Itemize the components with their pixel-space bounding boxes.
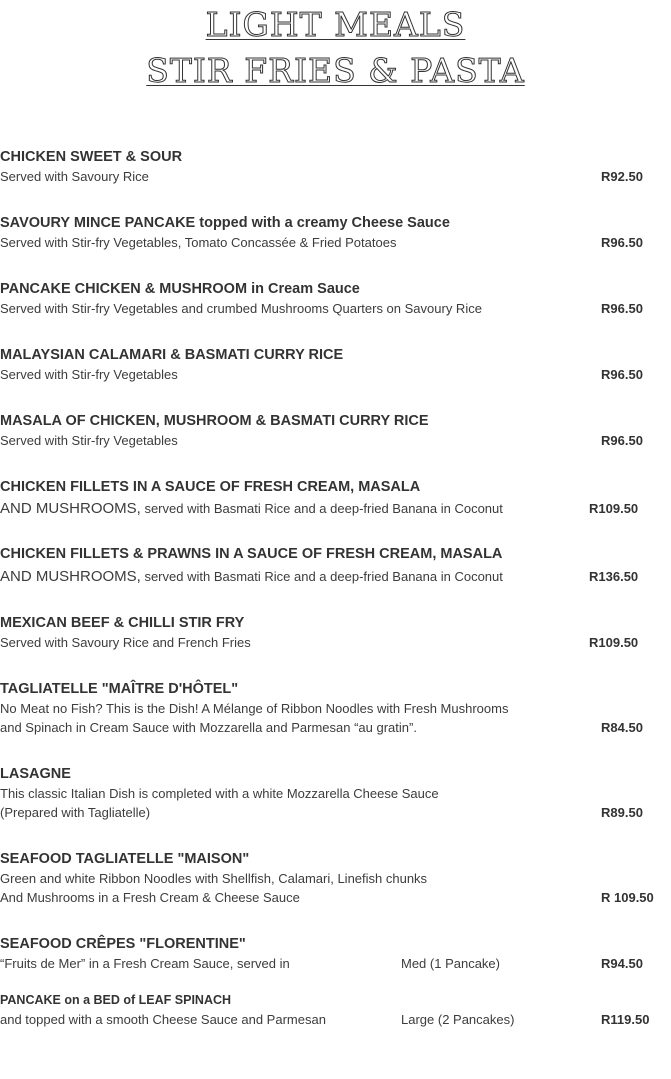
menu-item-name: MALAYSIAN CALAMARI & BASMATI CURRY RICE [0,347,344,363]
menu-item-description: No Meat no Fish? This is the Dish! A Mélange of Ribbon Noodles with Fresh Mushrooms [0,701,509,716]
menu-item-name: PANCAKE on a BED of LEAF SPINACH [0,993,232,1007]
menu-item-price: R 109.50 [601,890,654,905]
menu-item-name: CHICKEN FILLETS & PRAWNS IN A SAUCE OF FRESH CREAM, MASALA [0,546,503,562]
menu-item-description: Green and white Ribbon Noodles with Shellfish, Calamari, Linefish chunks [0,871,428,886]
menu-item-description [0,569,503,584]
menu-item-description [0,501,503,516]
menu-item-size: Large (2 Pancakes) [401,1012,515,1027]
menu-item-description: Served with Stir-fry Vegetables [0,367,178,382]
menu-item-name: SEAFOOD CRÊPES "FLORENTINE" [0,936,246,952]
menu-item-description-rest: served with Basmati Rice and a deep-fried Banana in Coconut [140,501,503,516]
menu-item-price: R94.50 [601,956,643,971]
menu-item-price: R96.50 [601,367,643,382]
menu-item-description: Served with Stir-fry Vegetables, Tomato Concassée & Fried Potatoes [0,235,397,250]
menu-item-name: CHICKEN FILLETS IN A SAUCE OF FRESH CREAM, MASALA [0,479,421,495]
menu-item-description: This classic Italian Dish is completed with a white Mozzarella Cheese Sauce [0,786,439,801]
menu-item-description: And Mushrooms in a Fresh Cream & Cheese Sauce [0,890,300,905]
menu-item-price: R96.50 [601,301,643,316]
menu-item-name: LASAGNE [0,766,71,782]
menu-item-name: SAVOURY MINCE PANCAKE topped with a creamy Cheese Sauce [0,215,450,231]
menu-item-name: SEAFOOD TAGLIATELLE "MAISON" [0,851,250,867]
menu-title-line-1: LIGHT MEALS [205,5,466,44]
menu-item-name: TAGLIATELLE "MAÎTRE D'HÔTEL" [0,681,239,697]
menu-item-description: “Fruits de Mer” in a Fresh Cream Sauce, served in [0,956,290,971]
menu-item-name: MASALA OF CHICKEN, MUSHROOM & BASMATI CURRY RICE [0,413,429,429]
menu-item-price: R96.50 [601,235,643,250]
menu-item-price: R89.50 [601,805,643,820]
menu-item-description: Served with Stir-fry Vegetables [0,433,178,448]
menu-item-description-rest: served with Basmati Rice and a deep-fried Banana in Coconut [140,569,503,584]
menu-item-name: MEXICAN BEEF & CHILLI STIR FRY [0,615,245,631]
menu-item-price: R109.50 [589,501,639,516]
menu-item-description-lead: AND MUSHROOMS, [0,500,141,517]
menu-item-size: Med (1 Pancake) [401,956,500,971]
menu-item-description: and topped with a smooth Cheese Sauce and Parmesan [0,1012,326,1027]
menu-title-line-2: STIR FRIES & PASTA [146,51,525,90]
menu-item-description: Served with Savoury Rice and French Fries [0,635,251,650]
menu-item-name: PANCAKE CHICKEN & MUSHROOM in Cream Sauce [0,281,360,297]
menu-item-name: CHICKEN SWEET & SOUR [0,149,183,165]
menu-item-price: R84.50 [601,720,643,735]
menu-item-description: Served with Savoury Rice [0,169,149,184]
menu-item-description-lead: AND MUSHROOMS, [0,568,141,585]
menu-item-description: (Prepared with Tagliatelle) [0,805,151,820]
menu-item-price: R119.50 [601,1012,650,1027]
menu-item-description: Served with Stir-fry Vegetables and crumbed Mushrooms Quarters on Savoury Rice [0,301,482,316]
menu-item-price: R92.50 [601,169,643,184]
menu-item-description: and Spinach in Cream Sauce with Mozzarella and Parmesan “au gratin”. [0,720,417,735]
menu-item-price: R96.50 [601,433,643,448]
menu-item-price: R136.50 [589,569,639,584]
menu-item-price: R109.50 [589,635,639,650]
